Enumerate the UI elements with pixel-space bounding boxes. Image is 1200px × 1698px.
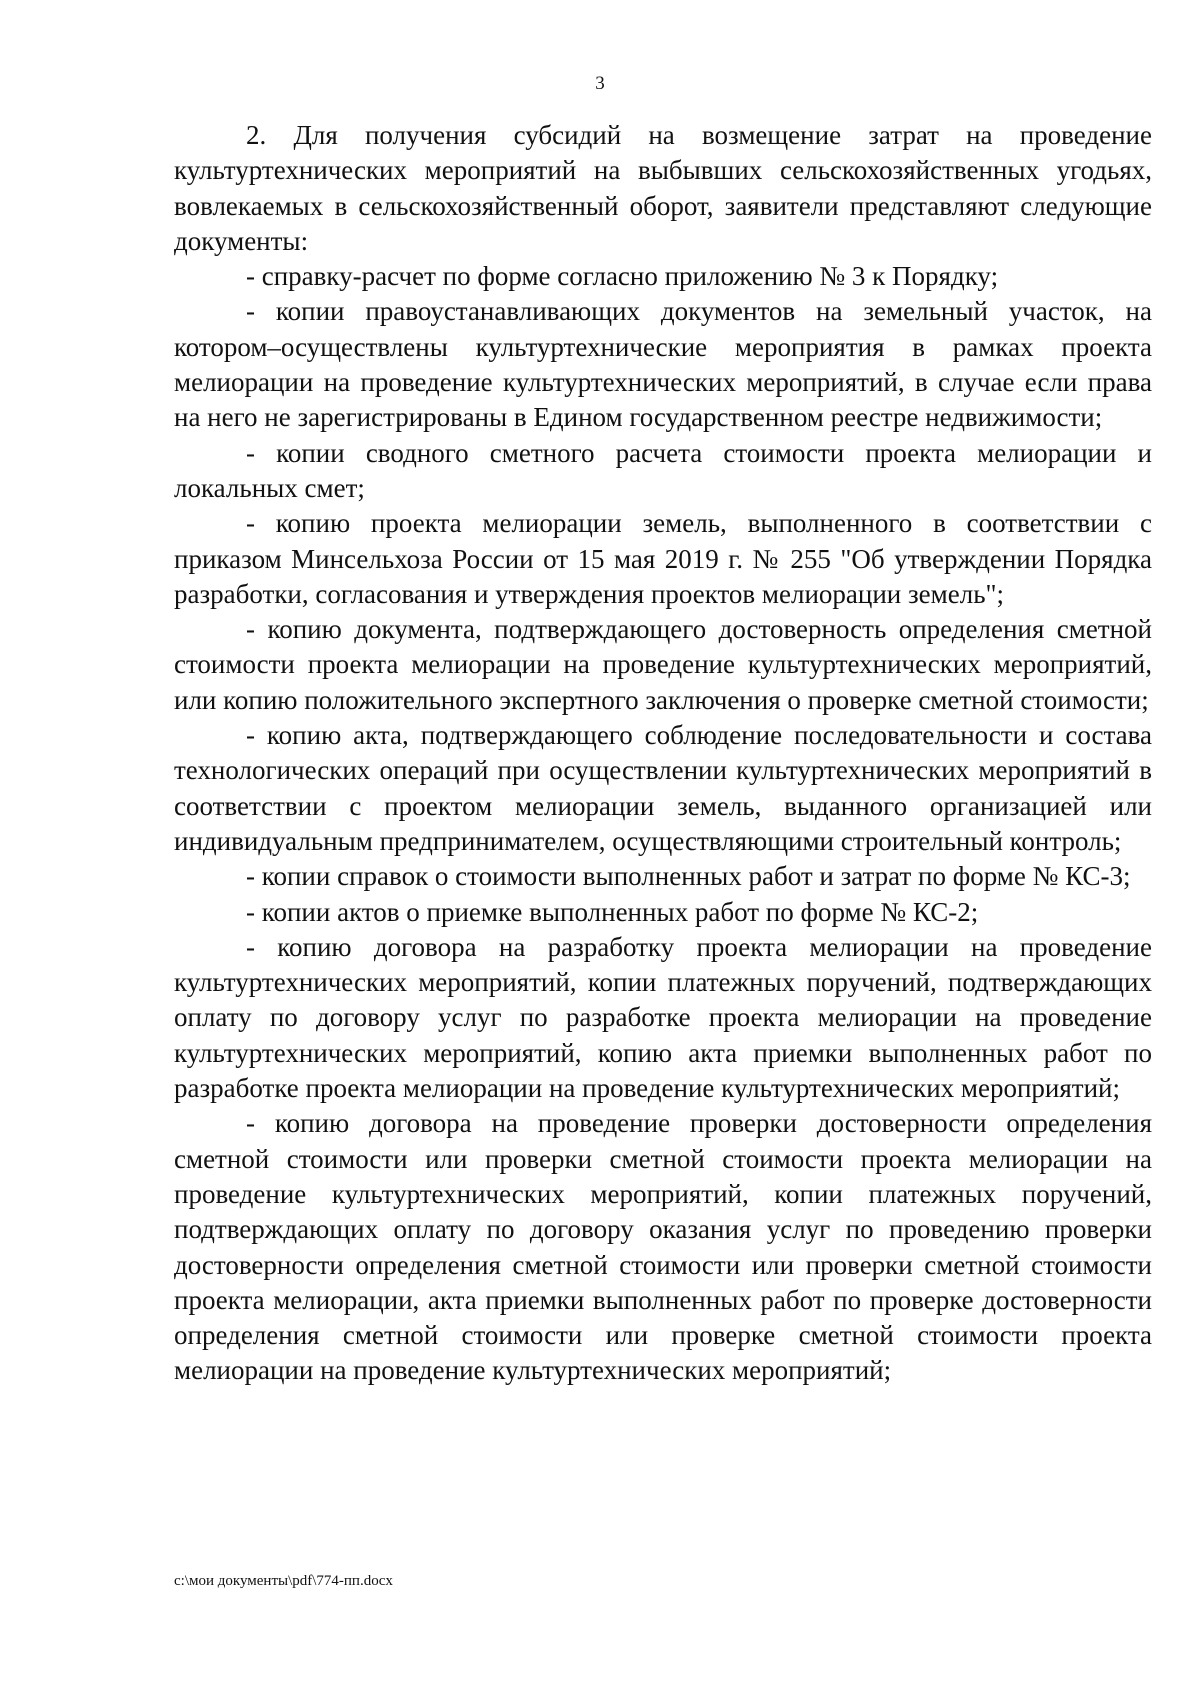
list-item-project: - копию проекта мелиорации земель, выполненного в соответствии с приказом Минсельхоза России от 15 мая 2019 г. № 255 "Об утверждении Порядка разработки, согласования и утверждения проектов мелиорации земель"; xyxy=(174,508,1152,609)
list-item-calculation: - справку-расчет по форме согласно приложению № 3 к Порядку; xyxy=(246,261,999,292)
list-item-cost-verification: - копию документа, подтверждающего достоверность определения сметной стоимости проекта мелиорации на проведение культуртехнических мероприятий, или копию положительного экспертного заключения о проверке сметной стоимости; xyxy=(174,614,1152,715)
list-item-estimate: - копии сводного сметного расчета стоимости проекта мелиорации и локальных смет; xyxy=(174,437,1152,503)
list-item-ks3: - копии справок о стоимости выполненных работ и затрат по форме № КС-3; xyxy=(246,861,1131,892)
list-item-ks2: - копии актов о приемке выполненных работ по форме № КС-2; xyxy=(246,896,979,927)
paragraph-intro: 2. Для получения субсидий на возмещение затрат на проведение культуртехнических мероприятий на выбывших сельскохозяйственных угодьях, вовлекаемых в сельскохозяйственный оборот, заявители представляют следующие документы: xyxy=(174,120,1152,256)
list-item-title-documents: - копии правоустанавливающих документов на земельный участок, на котором–осуществлены культуртехнические мероприятия в рамках проекта мелиорации на проведение культуртехнических мероприятий, в случае если права на него не зарегистрированы в Едином государственном реестре недвижимости; xyxy=(174,296,1152,433)
list-item-design-contract: - копию договора на разработку проекта мелиорации на проведение культуртехнических мероприятий, копии платежных поручений, подтверждающих оплату по договору услуг по разработке проекта мелиорации на проведение культуртехнических мероприятий, копию акта приемки выполненных работ по разработке проекта мелиорации на проведение культуртехнических мероприятий; xyxy=(174,931,1152,1104)
list-item-verification-contract: - копию договора на проведение проверки достоверности определения сметной стоимости или проверки сметной стоимости проекта мелиорации на проведение культуртехнических мероприятий, копии платежных поручений, подтверждающих оплату по договору оказания услуг по проведению проверки достоверности определения сметной стоимости или проверки сметной стоимости проекта мелиорации, акта приемки выполненных работ по проверке достоверности определения сметной стоимости или проверке сметной стоимости проекта мелиорации на проведение культуртехнических мероприятий; xyxy=(174,1108,1152,1386)
list-item-compliance-act: - копию акта, подтверждающего соблюдение последовательности и состава технологических операций при осуществлении культуртехнических мероприятий в соответствии с проектом мелиорации земель, выданного организацией или индивидуальным предпринимателем, осуществляющими строительный контроль; xyxy=(174,720,1152,856)
document-body xyxy=(174,118,1152,1389)
page-number: 3 xyxy=(595,73,605,94)
footer-file-path: c:\мои документы\pdf\774-пп.docx xyxy=(174,1573,393,1589)
